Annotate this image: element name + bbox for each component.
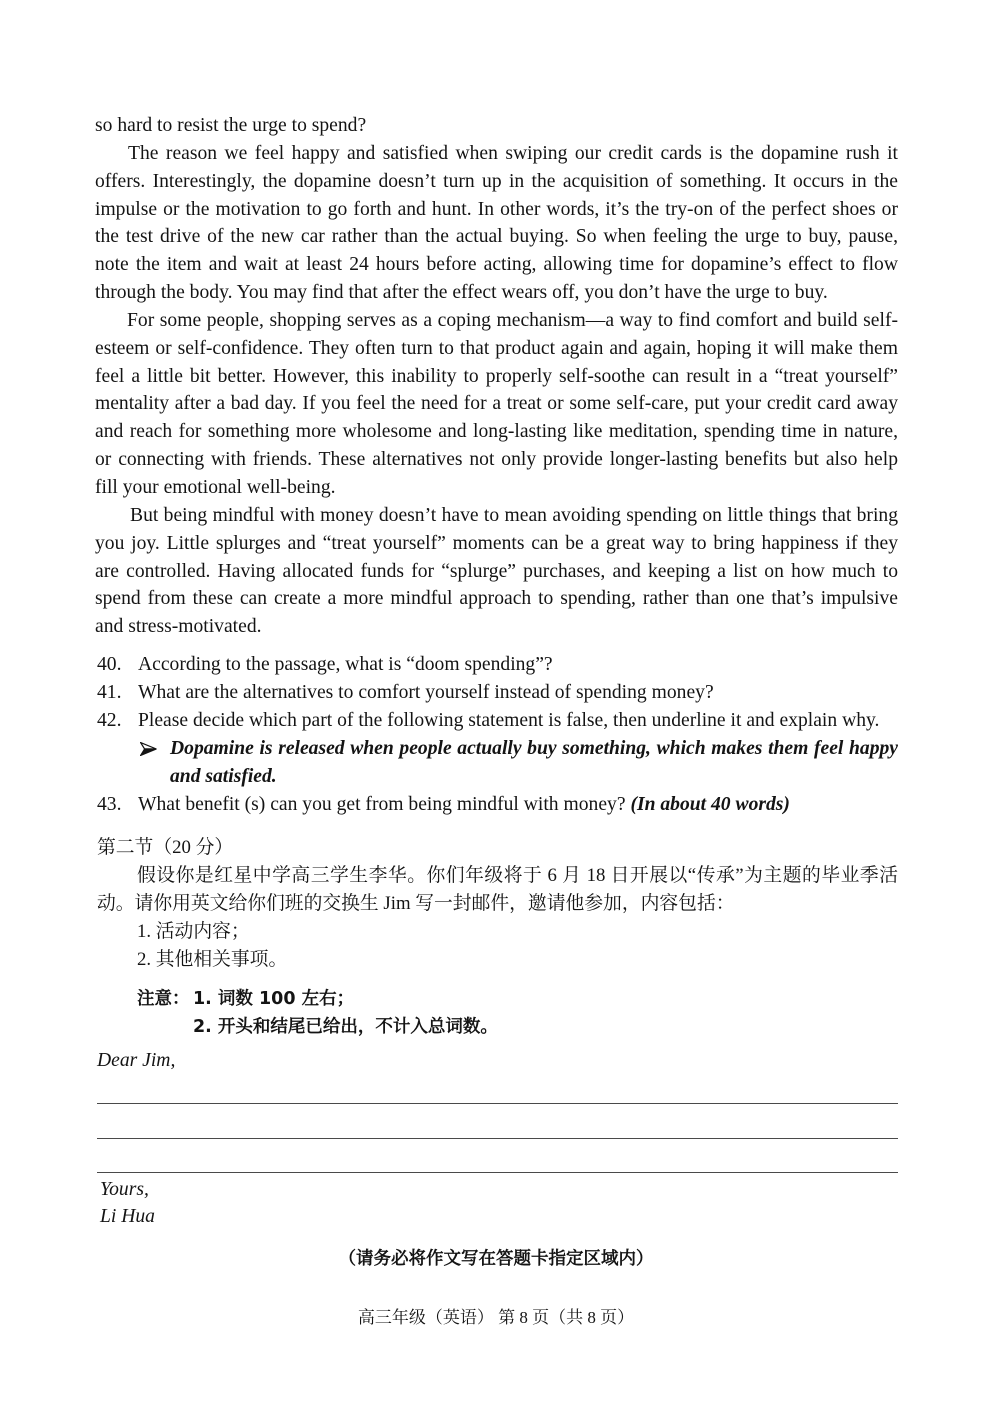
question-list: [97, 651, 898, 819]
passage-line: are controlled. Having allocated funds for “splurge” purchases, and keeping a list on how much to: [95, 560, 898, 582]
question-number: 40.: [97, 654, 122, 675]
reading-passage: [95, 112, 898, 641]
notes-label: 注意：: [137, 989, 190, 1009]
question-number: 42.: [97, 710, 122, 731]
question-text: Please decide which part of the following statement is false, then underline it and explain why.: [138, 710, 880, 731]
statement-line: and satisfied.: [170, 766, 277, 787]
arrowhead-bullet-icon: [140, 742, 157, 756]
passage-line: the test drive of the new car rather than the actual buying. So when feeling the urge to buy, pause,: [95, 226, 898, 248]
statement-line: Dopamine is released when people actually buy something, which makes them feel happy: [170, 738, 898, 759]
passage-paragraph: [95, 140, 898, 307]
passage-line: and stress-motivated.: [95, 616, 262, 638]
passage-paragraph: [95, 502, 898, 641]
answer-sheet-reminder: （请务必将作文写在答题卡指定区域内）: [338, 1249, 654, 1269]
passage-paragraph: [95, 307, 898, 502]
answer-line: [97, 1138, 898, 1139]
content-item: 1. 活动内容；: [137, 921, 250, 942]
question-text: According to the passage, what is “doom spending”?: [138, 654, 553, 675]
passage-line: note the item and wait at least 24 hours before acting, allowing time for dopamine’s effect to flow: [95, 254, 898, 276]
notes-items: [193, 985, 877, 1041]
answer-line: [97, 1172, 898, 1173]
note-item: 2. 开头和结尾已给出，不计入总词数。: [193, 1017, 498, 1037]
section-heading: 第二节（20 分）: [97, 837, 234, 858]
passage-line: feel a little bit better. However, this inability to properly self-soothe can result in a “treat yourself”: [95, 365, 898, 387]
passage-line: or connecting with friends. These alternatives not only provide longer-lasting benefits but also help: [95, 449, 898, 471]
passage-line: fill your emotional well-being.: [95, 476, 336, 498]
letter-sign-off: [100, 1176, 155, 1230]
false-statement: [170, 735, 898, 791]
answer-line: [97, 1103, 898, 1104]
question-text-main: What benefit (s) can you get from being mindful with money?: [138, 794, 626, 815]
prompt-line: 动。请你用英文给你们班的交换生 Jim 写一封邮件，邀请他参加，内容包括：: [97, 893, 735, 914]
note-item: 1. 词数 100 左右；: [193, 989, 355, 1009]
passage-line: you joy. Little splurges and “treat yourself” moments can be a great way to bring happiness if they: [95, 532, 898, 554]
content-item: 2. 其他相关事项。: [137, 949, 288, 970]
passage-line: mentality after a bad day. If you feel the need for a treat or some self-care, put your credit card away: [95, 393, 898, 415]
question-41: [97, 679, 898, 707]
word-limit-note: (In about 40 words): [630, 794, 790, 815]
letter-signature: Li Hua: [100, 1206, 155, 1227]
page-footer: 高三年级（英语） 第 8 页（共 8 页）: [357, 1308, 635, 1327]
passage-line: through the body. You may find that after the effect wears off, you don’t have the urge to buy.: [95, 282, 828, 304]
question-text: [138, 791, 898, 819]
passage-line: esteem or self-confidence. They often turn to that product again and again, hoping it will make them: [95, 337, 898, 359]
prompt-line: 假设你是红星中学高三学生李华。你们年级将于 6 月 18 日开展以“传承”为主题的毕业季活: [137, 865, 898, 886]
passage-line: offers. Interestingly, the dopamine doesn’t turn up in the acquisition of something. It occurs in the: [95, 170, 898, 192]
writing-prompt: [97, 862, 898, 918]
writing-notes: [137, 985, 877, 1041]
letter-greeting: Dear Jim,: [97, 1050, 176, 1071]
passage-line: and reach for something more wholesome and long-lasting like meditation, spending time in nature,: [95, 421, 898, 443]
letter-closing: Yours,: [100, 1179, 149, 1200]
writing-section: [97, 834, 898, 974]
passage-line: The reason we feel happy and satisfied when swiping our credit cards is the dopamine rush it: [128, 142, 898, 164]
passage-line: But being mindful with money doesn’t have to mean avoiding spending on little things that bring: [130, 504, 898, 526]
passage-line: spend from these can create a more mindful approach to spending, rather than one that’s impulsive: [95, 588, 898, 610]
question-43: [97, 791, 898, 819]
question-text: What are the alternatives to comfort yourself instead of spending money?: [138, 682, 714, 703]
question-number: 41.: [97, 682, 122, 703]
question-42: [97, 707, 898, 735]
question-number: 43.: [97, 794, 122, 815]
passage-line: impulse or the motivation to go forth and hunt. In other words, it’s the try-on of the perfect shoes or: [95, 198, 898, 220]
passage-line: For some people, shopping serves as a coping mechanism—a way to find comfort and build self-: [127, 309, 898, 331]
passage-line: so hard to resist the urge to spend?: [95, 115, 367, 136]
question-40: [97, 651, 898, 679]
